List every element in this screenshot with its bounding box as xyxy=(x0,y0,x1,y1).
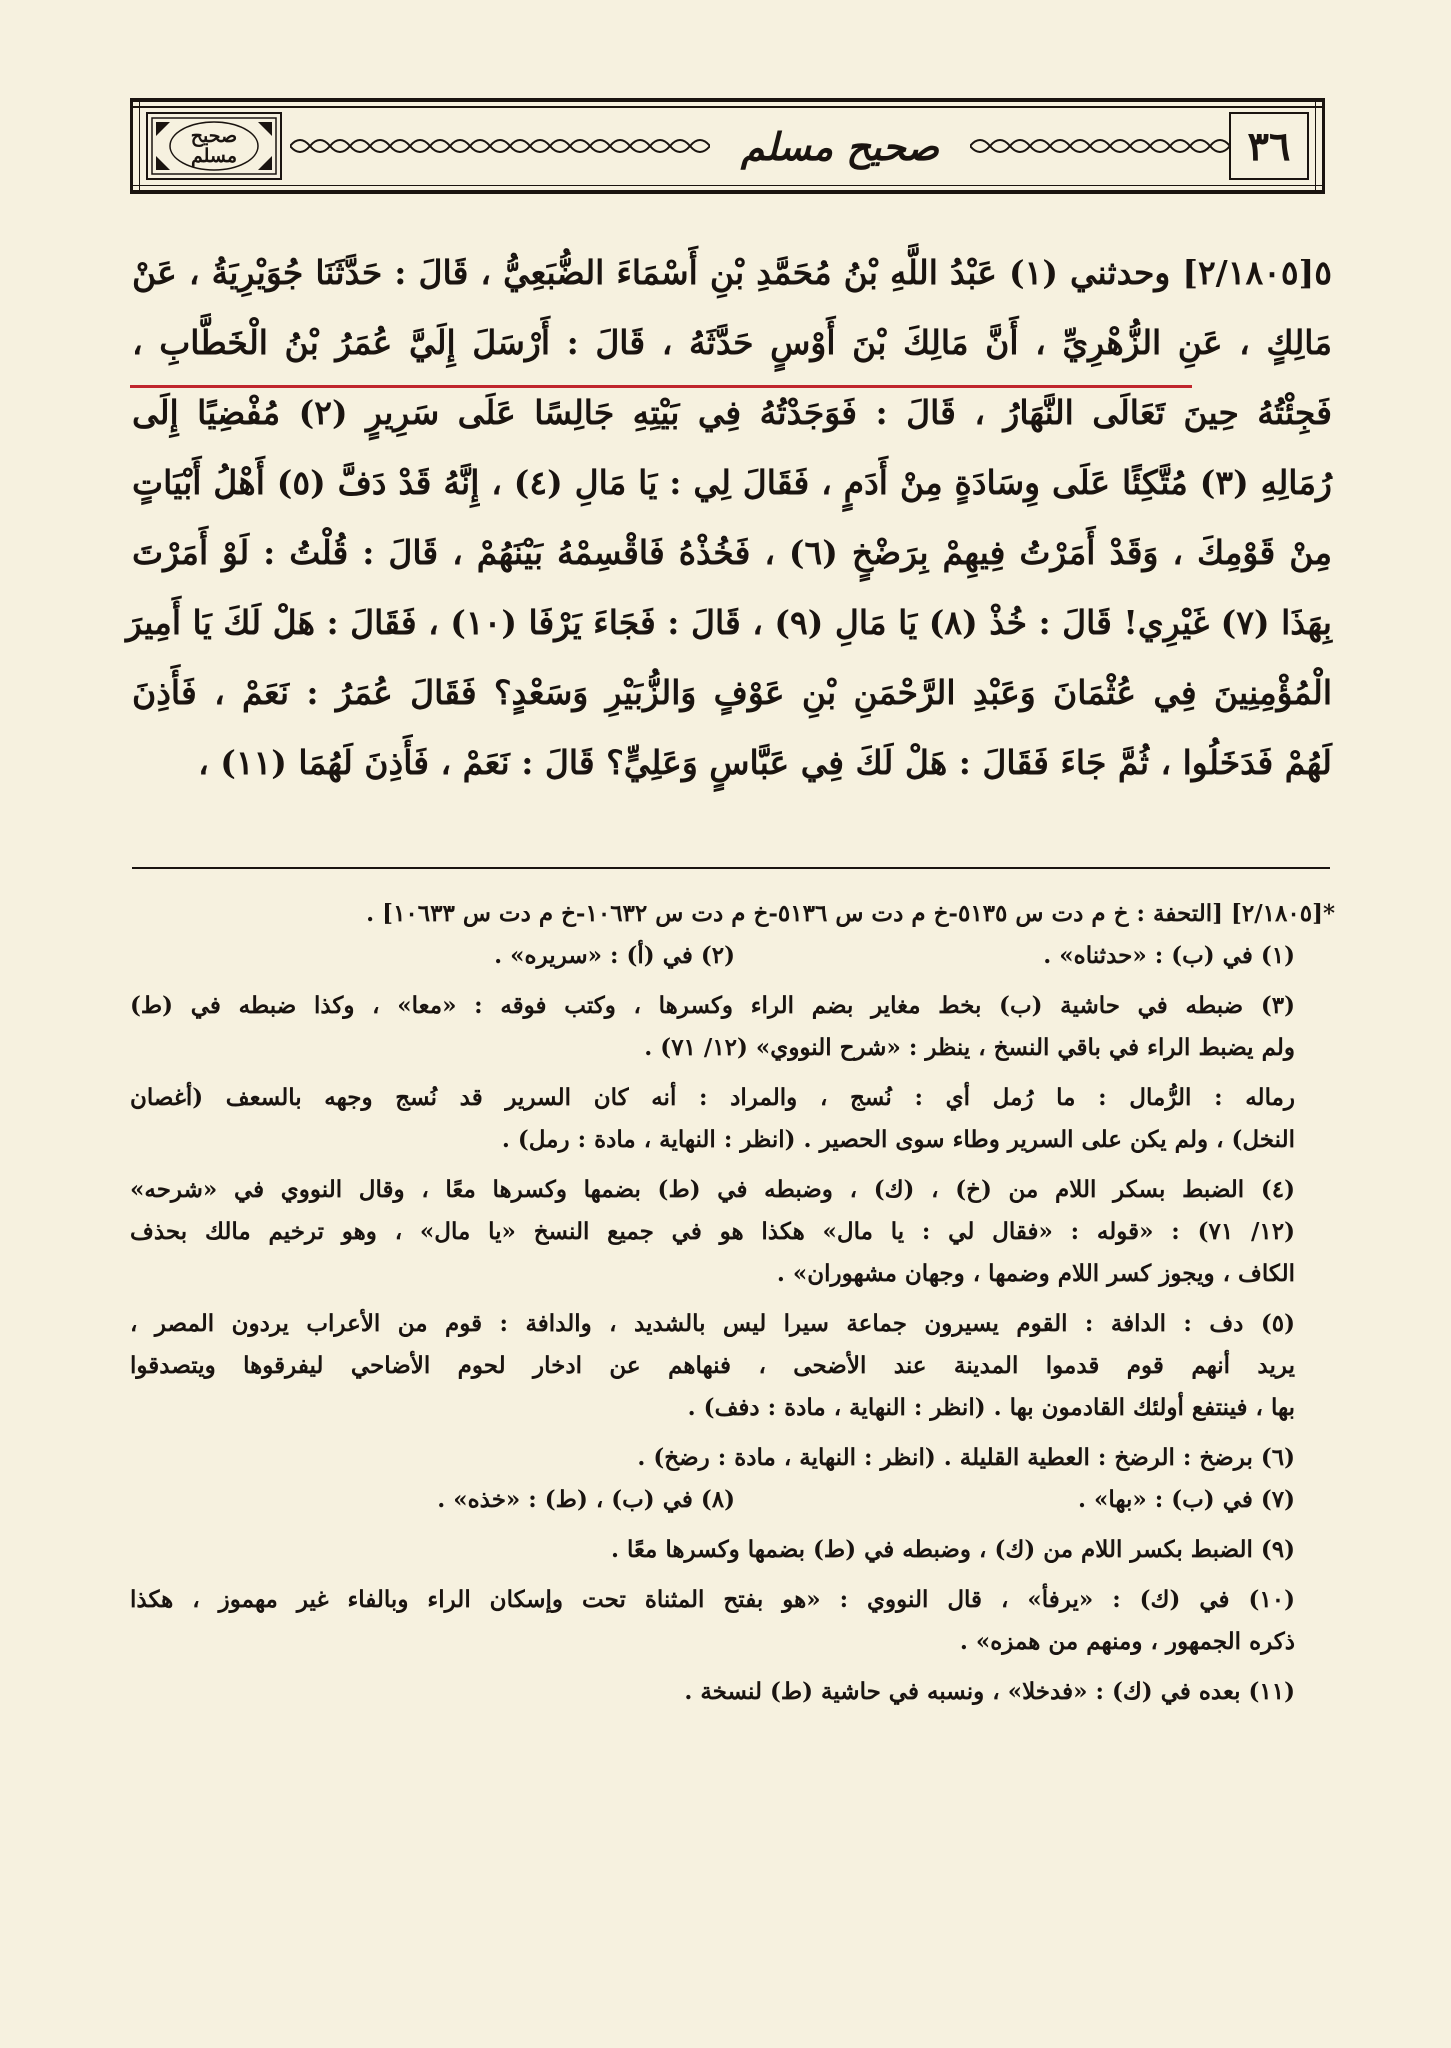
footnote-3: (٣) ضبطه في حاشية (ب) بخط مغاير بضم الراء وكسرها ، وكتب فوقه : «معا» ، وكذا ضبطه في (ط) xyxy=(130,992,1295,1019)
hadith-line: رُمَالِهِ (٣) مُتَّكِئًا عَلَى وِسَادَةٍ مِنْ أَدَمٍ ، فَقَالَ لِي : يَا مَالِ (٤) ، إِنَّهُ قَدْ دَفَّ (٥) أَهْلُ أَبْيَاتٍ xyxy=(132,463,1332,502)
footnote-1: (١) في (ب) : «حدثناه» . xyxy=(1043,942,1295,969)
footnote-2: (٢) في (أ) : «سريره» . xyxy=(494,942,735,969)
footnote-4: (١٢/ ٧١) : «قوله : «فقال لي : يا مال» هكذا هو في جميع النسخ «يا مال» ، وهو ترخيم مالك بحذف xyxy=(130,1218,1295,1245)
footnote-4: الكاف ، ويجوز كسر اللام وضمها ، وجهان مشهوران» . xyxy=(776,1260,1295,1287)
hadith-line: مِنْ قَوْمِكَ ، وَقَدْ أَمَرْتُ فِيهِمْ بِرَضْخٍ (٦) ، فَخُذْهُ فَاقْسِمْهُ بَيْنَهُمْ ، قَالَ : قُلْتُ : لَوْ أَمَرْتَ xyxy=(132,533,1332,572)
header-cap xyxy=(130,98,140,194)
highlight-underline xyxy=(130,385,1192,388)
page-header xyxy=(130,98,1325,194)
header-rule xyxy=(130,185,1325,187)
footnote-10: (١٠) في (ك) : «يرفأ» ، قال النووي : «هو بفتح المثناة تحت وإسكان الراء وبالفاء غير مهموز ، هكذا xyxy=(130,1586,1295,1613)
footnote-6: (٦) برضخ : الرضخ : العطية القليلة . (انظر : النهاية ، مادة : رضخ) . xyxy=(637,1444,1295,1471)
ornament-left-icon xyxy=(290,130,710,162)
footnotes xyxy=(130,893,1335,1713)
hadith-line: الْمُؤْمِنِينَ فِي عُثْمَانَ وَعَبْدِ الرَّحْمَنِ بْنِ عَوْفٍ وَالزُّبَيْرِ وَسَعْدٍ؟ فَقَالَ عُمَرُ : نَعَمْ ، فَأَذِنَ xyxy=(132,673,1332,712)
book-title: صحيح مسلم xyxy=(710,112,970,180)
footnote-8: (٨) في (ب) ، (ط) : «خذه» . xyxy=(437,1486,735,1513)
hadith-line: فَجِئْتُهُ حِينَ تَعَالَى النَّهَارُ ، قَالَ : فَوَجَدْتُهُ فِي بَيْتِهِ جَالِسًا عَلَى سَرِيرٍ (٢) مُفْضِيًا إِلَى xyxy=(132,393,1332,432)
emblem-text: صحيح مسلم xyxy=(190,125,238,167)
hadith-line: لَهُمْ فَدَخَلُوا ، ثُمَّ جَاءَ فَقَالَ : هَلْ لَكَ فِي عَبَّاسٍ وَعَلِيٍّ؟ قَالَ : نَعَمْ ، فَأَذِنَ لَهُمَا (١١) ، xyxy=(198,743,1332,782)
footnote-4: (٤) الضبط بسكر اللام من (خ) ، (ك) ، وضبطه في (ط) بضمها وكسرها معًا ، وقال النووي في «شرحه» xyxy=(130,1176,1295,1203)
footnote-row xyxy=(130,1479,1335,1521)
hadith-line: مَالِكٍ ، عَنِ الزُّهْرِيِّ ، أَنَّ مَالِكَ بْنَ أَوْسٍ حَدَّثَهُ ، قَالَ : أَرْسَلَ إِلَيَّ عُمَرُ بْنُ الْخَطَّابِ ، xyxy=(132,323,1332,362)
text-separator xyxy=(132,867,1330,869)
header-cap xyxy=(1315,98,1325,194)
ornament-right-icon xyxy=(970,130,1230,162)
footnote-11: (١١) بعده في (ك) : «فدخلا» ، ونسبه في حاشية (ط) لنسخة . xyxy=(684,1678,1295,1705)
header-rule xyxy=(130,106,1325,108)
footnote-row xyxy=(130,935,1335,977)
footnote-5: بها ، فينتفع أولئك القادمون بها . (انظر : النهاية ، مادة : دفف) . xyxy=(687,1394,1295,1421)
footnote-3: ولم يضبط الراء في باقي النسخ ، ينظر : «شرح النووي» (١٢/ ٧١) . xyxy=(644,1034,1295,1061)
header-rule xyxy=(130,98,1325,102)
footnote-9: (٩) الضبط بكسر اللام من (ك) ، وضبطه في (ط) بضمها وكسرها معًا . xyxy=(610,1536,1295,1563)
footnote-5: (٥) دف : الدافة : القوم يسيرون جماعة سيرا ليس بالشديد ، والدافة : قوم من الأعراب يردون المصر ، xyxy=(130,1310,1295,1337)
book-emblem xyxy=(146,112,282,180)
page-number: ٣٦ xyxy=(1229,112,1309,180)
footnote-3: النخل) ، ولم يكن على السرير وطاء سوى الحصير . (انظر : النهاية ، مادة : رمل) . xyxy=(501,1126,1295,1153)
hadith-line: بِهَذَا (٧) غَيْرِي! قَالَ : خُذْ (٨) يَا مَالِ (٩) ، قَالَ : فَجَاءَ يَرْفَا (١٠) ، فَقَالَ : هَلْ لَكَ يَا أَمِيرَ xyxy=(126,603,1332,642)
footnote-5: يريد أنهم قوم قدموا المدينة عند الأضحى ، فنهاهم عن ادخار لحوم الأضاحي ليفرقوها ويتصدقوا xyxy=(130,1352,1295,1379)
tuhfa-reference: *[٢/١٨٠٥] [التحفة : خ م دت س ٥١٣٥-خ م دت س ٥١٣٦-خ م دت س ١٠٦٣٢-خ م دت س ١٠٦٣٣] . xyxy=(366,900,1335,927)
footnote-7: (٧) في (ب) : «بها» . xyxy=(1077,1486,1295,1513)
footnote-10: ذكره الجمهور ، ومنهم من همزه» . xyxy=(959,1628,1295,1655)
header-rule xyxy=(130,190,1325,194)
hadith-line: ٥[٢/١٨٠٥] وحدثني (١) عَبْدُ اللَّهِ بْنُ مُحَمَّدِ بْنِ أَسْمَاءَ الضُّبَعِيُّ ، قَالَ : حَدَّثَنَا جُوَيْرِيَةُ ، عَنْ xyxy=(132,253,1332,292)
footnote-3: رماله : الرُّمال : ما رُمل أي : نُسج ، والمراد : أنه كان السرير قد نُسج وجهه بالسعف (أغصان xyxy=(130,1084,1295,1111)
hadith-text xyxy=(126,238,1332,798)
